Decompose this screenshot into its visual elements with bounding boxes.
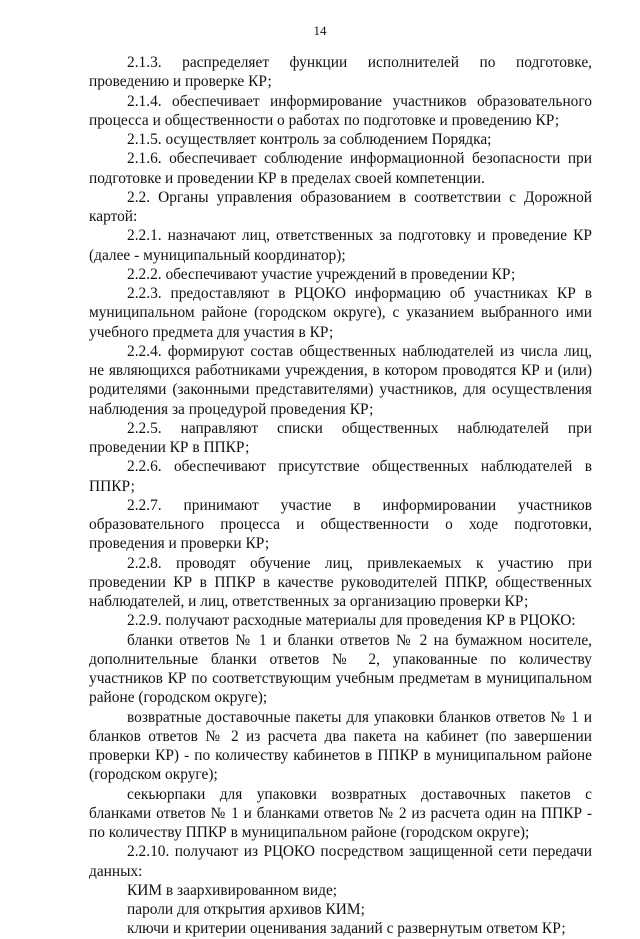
paragraph-kim-archive: КИМ в заархивированном виде;	[127, 881, 338, 899]
paragraph-2-1-3: 2.1.3. распределяет функции исполнителей по подготовке, проведению и проверке КР;	[89, 54, 592, 91]
paragraph-2-2-5: 2.2.5. направляют списки общественных наблюдателей при проведении КР в ППКР;	[89, 419, 592, 456]
paragraph-2-2-9: 2.2.9. получают расходные материалы для проведения КР в РЦОКО:	[127, 612, 576, 630]
document-body	[89, 53, 592, 939]
paragraph-2-1-5: 2.1.5. осуществляет контроль за соблюдением Порядка;	[127, 131, 492, 148]
paragraph-2-2-4: 2.2.4. формируют состав общественных наблюдателей из числа лиц, не являющихся работниками учреждения, в котором проводятся КР и (или) родителями (законными представителями) участников, для осуществления наблюдения за процедурой проведения КР;	[89, 342, 592, 418]
paragraph-2-2-3: 2.2.3. предоставляют в РЦОКО информацию об участниках КР в муниципальном районе (городском округе), с указанием выбранного ими учебного предмета для участия в КР;	[89, 285, 592, 341]
paragraph-2-2-7: 2.2.7. принимают участие в информировании участников образовательного процесса и общественности о ходе подготовки, проведения и проверки КР;	[89, 496, 592, 553]
paragraph-2-2-1: 2.2.1. назначают лиц, ответственных за подготовку и проведение КР (далее - муниципальный координатор);	[89, 227, 592, 264]
paragraph-securpaks: секьюрпаки для упаковки возвратных доставочных пакетов с бланками ответов № 1 и бланками ответов № 2 из расчета один на ППКР - по количеству ППКР в муниципальном районе (городском округе);	[89, 785, 592, 841]
paragraph-2-2: 2.2. Органы управления образованием в соответствии с Дорожной картой:	[89, 188, 592, 225]
paragraph-2-2-10: 2.2.10. получают из РЦОКО посредством защищенной сети передачи данных:	[89, 843, 592, 880]
paragraph-2-2-2: 2.2.2. обеспечивают участие учреждений в проведении КР;	[127, 265, 516, 283]
paragraph-2-2-8: 2.2.8. проводят обучение лиц, привлекаемых к участию при проведении КР в ППКР в качестве руководителей ППКР, общественных наблюдателей, и лиц, ответственных за организацию проверки КР;	[89, 554, 592, 610]
paragraph-keys-criteria: ключи и критерии оценивания заданий с развернутым ответом КР;	[127, 920, 566, 938]
paragraph-2-2-6: 2.2.6. обеспечивают присутствие общественных наблюдателей в ППКР;	[89, 458, 592, 495]
paragraph-2-1-4: 2.1.4. обеспечивает информирование участников образовательного процесса и общественности о работах по подготовке и проведению КР;	[89, 92, 592, 129]
paragraph-archive-passwords: пароли для открытия архивов КИМ;	[127, 901, 365, 918]
paragraph-answer-blanks: бланки ответов № 1 и бланки ответов № 2 на бумажном носителе, дополнительные бланки ответов № 2, упакованные по количеству участников КР по соответствующим учебным предметам в муниципальном районе (городском округе);	[89, 631, 592, 707]
paragraph-2-1-6: 2.1.6. обеспечивает соблюдение информационной безопасности при подготовке и проведении КР в пределах своей компетенции.	[89, 150, 592, 187]
page-number: 14	[313, 23, 327, 38]
paragraph-return-packets: возвратные доставочные пакеты для упаковки бланков ответов № 1 и бланков ответов № 2 из расчета два пакета на кабинет (по завершении проверки КР) - по количеству кабинетов в ППКР в муниципальном районе (городском округе);	[89, 708, 592, 784]
